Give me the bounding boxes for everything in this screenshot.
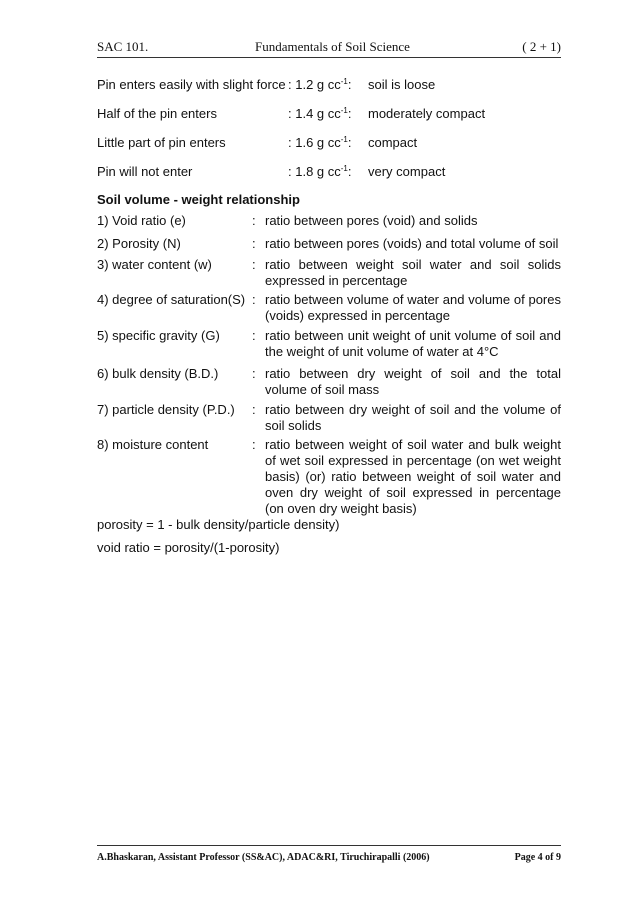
density-value: : 1.4 g $cc^{-1}$: bbox=[288, 106, 352, 121]
definition-desc: ratio between weight of soil water and bulk weight of wet soil expressed in percentage (on wet weight basis) (or) ratio between weight of soil water and oven dry weight of soil expressed in percentage (on oven dry weight basis) bbox=[265, 437, 561, 516]
definition-colon: : bbox=[252, 236, 256, 251]
page-number: Page 4 of 9 bbox=[514, 852, 561, 863]
definition-colon: : bbox=[252, 292, 256, 307]
course-credits: ( 2 + 1) bbox=[522, 39, 561, 54]
density-result: soil is loose bbox=[368, 77, 436, 92]
course-code: SAC 101. bbox=[97, 39, 149, 54]
definition-colon: : bbox=[252, 328, 256, 343]
definition-desc: ratio between pores (voids) and total volume of soil bbox=[265, 236, 559, 251]
definition-desc: ratio between pores (void) and solids bbox=[265, 213, 478, 228]
definition-desc: ratio between volume of water and volume of pores (voids) expressed in percentage bbox=[265, 292, 561, 323]
density-value: : 1.6 g $cc^{-1}$: bbox=[288, 135, 352, 150]
definition-colon: : bbox=[252, 366, 256, 381]
density-value: : 1.8 g $cc^{-1}$: bbox=[288, 164, 352, 179]
density-condition: Pin will not enter bbox=[97, 164, 193, 179]
definition-term: 8) moisture content bbox=[97, 437, 209, 452]
definition-desc: ratio between dry weight of soil and the total volume of soil mass bbox=[265, 366, 561, 397]
porosity-formula: porosity = 1 - bulk density/particle density) bbox=[97, 517, 340, 532]
density-condition: Half of the pin enters bbox=[97, 106, 217, 121]
section-title: Soil volume - weight relationship bbox=[97, 192, 300, 207]
definition-desc: ratio between dry weight of soil and the volume of soil solids bbox=[265, 402, 561, 433]
page-footer bbox=[97, 845, 561, 863]
density-condition: Pin enters easily with slight force bbox=[97, 77, 286, 92]
density-condition: Little part of pin enters bbox=[97, 135, 226, 150]
definition-term: 3) water content (w) bbox=[97, 257, 212, 272]
definition-desc: ratio between unit weight of unit volume of soil and the weight of unit volume of water at 4°C bbox=[265, 328, 561, 359]
density-result: very compact bbox=[368, 164, 446, 179]
definition-term: 2) Porosity (N) bbox=[97, 236, 181, 251]
definition-colon: : bbox=[252, 437, 256, 452]
void-ratio-formula: void ratio = porosity/(1-porosity) bbox=[97, 540, 280, 555]
definition-colon: : bbox=[252, 213, 256, 228]
density-result: moderately compact bbox=[368, 106, 486, 121]
definition-colon: : bbox=[252, 402, 256, 417]
course-title: Fundamentals of Soil Science bbox=[255, 39, 410, 54]
definition-term: 6) bulk density (B.D.) bbox=[97, 366, 219, 381]
definition-term: 5) specific gravity (G) bbox=[97, 328, 220, 343]
page-header bbox=[97, 39, 561, 58]
density-value: : 1.2 g $cc^{-1}$: bbox=[288, 77, 352, 92]
footer-author: A.Bhaskaran, Assistant Professor (SS&AC), ADAC&RI, Tiruchirapalli (2006) bbox=[97, 852, 430, 863]
definition-term: 1) Void ratio (e) bbox=[97, 213, 186, 228]
definition-desc: ratio between weight soil water and soil solids expressed in percentage bbox=[265, 257, 561, 288]
definition-term: 4) degree of saturation(S) bbox=[97, 292, 246, 307]
definition-term: 7) particle density (P.D.) bbox=[97, 402, 235, 417]
density-result: compact bbox=[368, 135, 418, 150]
definition-colon: : bbox=[252, 257, 256, 272]
